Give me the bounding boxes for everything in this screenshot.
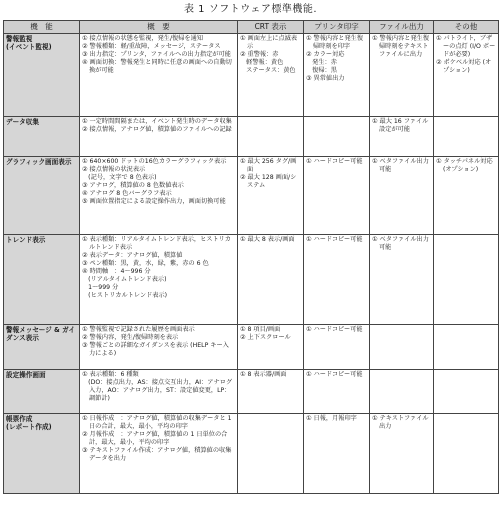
list-item: ① ハードコピー可能 [306, 371, 363, 378]
other-cell [434, 117, 499, 157]
list-item: ① 接点情報の状態を監視，発生/復帰を通知 [82, 35, 203, 42]
file-list [372, 35, 431, 59]
other-cell [434, 157, 499, 235]
list-item: ③ 異常値出力 [306, 74, 345, 82]
function-cell [4, 370, 80, 414]
list-item: ② 重警報：赤 [240, 50, 279, 58]
list-item: ① 8 項目/画面 [240, 326, 281, 333]
function-label: データ収集 [6, 118, 39, 126]
function-label: (イベント監視) [6, 43, 52, 52]
printer-list [306, 371, 367, 379]
list-item: (リアルタイムトレンド表示) [82, 275, 167, 283]
printer-cell [304, 325, 370, 370]
crt-cell [238, 370, 304, 414]
list-item: ③ 警報ごとの詳細なガイダンスを表示 (HELP キー入力による) [82, 341, 229, 357]
list-item: ① 日報，月報印字 [306, 415, 357, 422]
header-file-output: ファイル出力 [370, 21, 434, 34]
overview-list [82, 118, 235, 134]
printer-list [306, 158, 367, 166]
printer-list [306, 236, 367, 244]
file-cell [370, 414, 434, 494]
list-item: ステータス：黄色 [240, 66, 296, 74]
list-item: ② 上下スクロール [240, 333, 291, 341]
function-cell [4, 157, 80, 235]
overview-cell [80, 325, 238, 370]
list-item: ③ テキストファイル作成：アナログ値，積算値の収集データを出力 [82, 446, 232, 462]
overview-list [82, 415, 235, 463]
list-item: ① 画面左上に点滅表示 [240, 35, 298, 50]
function-label: トレンド表示 [6, 236, 46, 244]
crt-cell [238, 235, 304, 325]
printer-cell [304, 34, 370, 117]
list-item: ① 表示種類：リアルタイムトレンド表示，ヒストリカルトレンド表示 [82, 236, 231, 251]
list-item: ③ アナログ，積算値の 8 色数値表示 [82, 181, 184, 189]
list-item: ① ハードコピー可能 [306, 236, 363, 243]
crt-cell [238, 117, 304, 157]
other-list [436, 35, 496, 75]
list-item: ① 表示種類：6 種類 [82, 371, 139, 378]
function-cell [4, 117, 80, 157]
file-cell [370, 235, 434, 325]
overview-cell [80, 157, 238, 235]
overview-list [82, 371, 235, 403]
list-item: 復帰：黒 [306, 66, 337, 74]
printer-cell [304, 370, 370, 414]
table-row [4, 157, 499, 235]
file-cell [370, 157, 434, 235]
file-list [372, 118, 431, 134]
function-label: グラフィック画面表示 [6, 158, 72, 166]
list-item: ② 最大 128 画面/システム [240, 173, 297, 189]
file-list [372, 236, 431, 252]
list-item: ① 警報内容と発生復帰時刻を印字 [306, 35, 364, 50]
crt-list [240, 371, 301, 379]
list-item: ① 警報内容と発生復帰時刻をテキストファイルに出力 [372, 35, 430, 58]
printer-list [306, 415, 367, 423]
table-row [4, 34, 499, 117]
crt-list [240, 326, 301, 342]
file-cell [370, 117, 434, 157]
list-item: ① 最大 256 タグ/画面 [240, 158, 297, 173]
list-item: ③ 出力指定：プリンタ，ファイルへの出力指定が可能 [82, 50, 231, 58]
list-item: ② カラー対応 [306, 50, 345, 58]
list-item: ④ 画面切換：警報発生と同時に任意の画面への自動切換が可能 [82, 58, 232, 74]
list-item: ② 接点情報，アナログ値，積算値のファイルへの記録 [82, 125, 232, 133]
list-item: ② ポケベル対応 (オプション) [436, 58, 492, 74]
printer-cell [304, 235, 370, 325]
function-cell [4, 325, 80, 370]
other-cell [434, 325, 499, 370]
list-item: ① ベタファイル出力可能 [372, 158, 429, 173]
list-item: ⑤ 画面位置指定による設定操作出力，画面切換可能 [82, 197, 226, 205]
file-cell [370, 34, 434, 117]
crt-list [240, 236, 301, 244]
list-item: ① 一定時間間隔または，イベント発生時のデータ収集 [82, 118, 232, 125]
list-item: ④ 時間軸 ：4〜996 分 [82, 267, 151, 275]
header-other: その他 [434, 21, 499, 34]
printer-list [306, 35, 367, 83]
list-item: ② 表示データ：アナログ値，積算値 [82, 251, 183, 259]
list-item: ② 警報内容，発生/復帰時刻を表示 [82, 333, 179, 341]
overview-list [82, 158, 235, 206]
overview-cell [80, 34, 238, 117]
overview-cell [80, 370, 238, 414]
header-function: 機 能 [4, 21, 80, 34]
list-item: (ヒストリカルトレンド表示) [82, 291, 168, 299]
crt-list [240, 35, 301, 75]
list-item: ① テキストファイル出力 [372, 415, 429, 430]
list-item: ② 月報作成 ：アナログ値，積算値の 1 日単位の合計，最大，最小，平均の印字 [82, 430, 228, 446]
software-features-table [3, 20, 499, 494]
overview-list [82, 35, 235, 75]
table-row [4, 370, 499, 414]
crt-cell [238, 414, 304, 494]
table-row [4, 325, 499, 370]
function-label: 帳票作成 [6, 415, 33, 423]
printer-cell [304, 414, 370, 494]
overview-cell [80, 414, 238, 494]
list-item: ① 最大 8 表示/画面 [240, 236, 295, 243]
list-item: ① 警報監視で記録された履歴を画面表示 [82, 326, 195, 333]
overview-cell [80, 117, 238, 157]
list-item: ① 日報作成 ：アナログ値，積算値の収集データと 1 日の合計，最大，最小，平均の印字 [82, 415, 232, 430]
list-item: ① パトライト，ブザーの点灯 (I/O ボードが必要) [436, 35, 496, 58]
list-item: 1〜999 分 [82, 283, 119, 291]
overview-list [82, 236, 235, 300]
list-item: ① 最大 16 ファイル設定が可能 [372, 118, 429, 133]
function-label: 警報監視 [6, 35, 33, 43]
table-row [4, 117, 499, 157]
function-cell [4, 34, 80, 117]
list-item: ① 640×600 ドットの16色カラーグラフィック表示 [82, 158, 227, 165]
printer-cell [304, 117, 370, 157]
function-label: 警報メッセージ & ガイダンス表示 [6, 326, 76, 343]
list-item: ① ハードコピー可能 [306, 326, 363, 333]
list-item: ③ ペン種類：黒，黄，水，緑，紫，赤の 6 色 [82, 259, 209, 267]
printer-list [306, 326, 367, 334]
function-label: (レポート作成) [6, 423, 52, 432]
file-cell [370, 370, 434, 414]
list-item: (記号，文字で 8 色表示) [82, 173, 157, 181]
function-cell [4, 414, 80, 494]
list-item: 発生：赤 [306, 58, 337, 66]
list-item: ① ベタファイル出力可能 [372, 236, 429, 251]
file-list [372, 415, 431, 431]
list-item: ② 接点情報の状況表示 [82, 165, 146, 173]
table-caption: 表 1 ソフトウェア標準機能. [184, 4, 317, 15]
list-item: ④ アナログ 8 色バーグラフ表示 [82, 189, 172, 197]
other-cell [434, 414, 499, 494]
list-item: ① ハードコピー可能 [306, 158, 363, 165]
crt-cell [238, 325, 304, 370]
header-row [4, 21, 499, 34]
crt-list [240, 158, 301, 190]
list-item: ② 警報種類：軽/重故障，メッセージ，ステータス [82, 42, 221, 50]
table-row [4, 235, 499, 325]
overview-list [82, 326, 235, 358]
list-item: 軽警報：黄色 [240, 58, 284, 66]
other-cell [434, 235, 499, 325]
function-cell [4, 235, 80, 325]
header-overview: 概 要 [80, 21, 238, 34]
function-label: 設定操作画面 [6, 371, 46, 379]
list-item: ① タッチパネル対応 (オプション) [436, 158, 493, 173]
crt-cell [238, 157, 304, 235]
other-list [436, 158, 496, 174]
list-item: (DO：接点出力，AS：接点交互出力，AI：アナログ入力，AO：アナログ出力，ST：設定値変更，LP：調節計) [82, 378, 233, 402]
header-printer: プリンタ印字 [304, 21, 370, 34]
overview-cell [80, 235, 238, 325]
file-list [372, 158, 431, 174]
list-item: ① 8 表示器/画面 [240, 371, 287, 378]
other-cell [434, 370, 499, 414]
header-crt: CRT 表示 [238, 21, 304, 34]
printer-cell [304, 157, 370, 235]
table-row [4, 414, 499, 494]
file-cell [370, 325, 434, 370]
other-cell [434, 34, 499, 117]
crt-cell [238, 34, 304, 117]
